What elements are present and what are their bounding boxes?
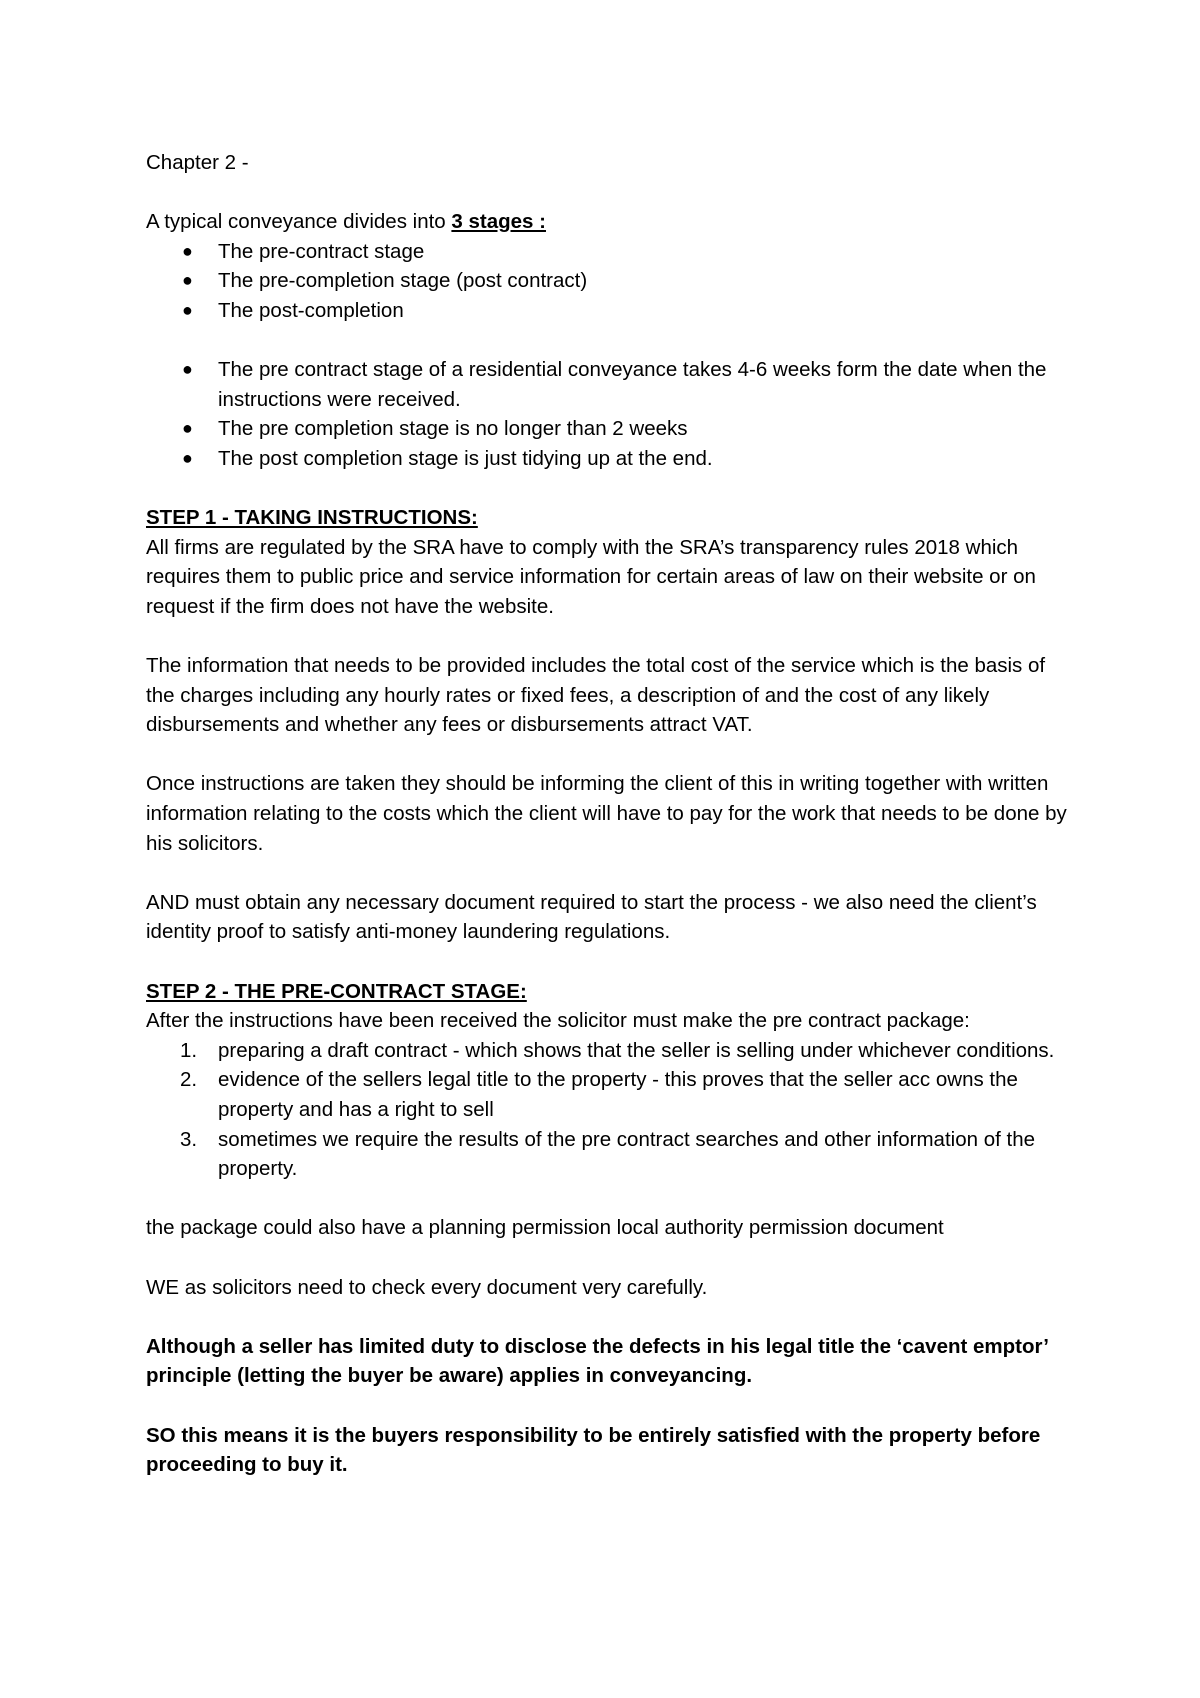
list-number: 3. — [180, 1127, 198, 1151]
list-item-text: evidence of the sellers legal title to the property - this proves that the seller acc owns the property and has a right to sell — [218, 1068, 1018, 1121]
list-item-text: preparing a draft contract - which shows that the seller is selling under whichever conditions. — [218, 1038, 1055, 1062]
list-item-text: The pre-contract stage — [218, 239, 425, 263]
spacer — [146, 1302, 1076, 1332]
spacer — [146, 474, 1076, 504]
spacer — [146, 740, 1076, 770]
list-item — [146, 266, 1076, 296]
check-note: WE as solicitors need to check every document very carefully. — [146, 1275, 708, 1299]
bullet-icon: ● — [182, 359, 193, 380]
list-item — [146, 237, 1076, 267]
intro-line — [146, 207, 1076, 237]
after-list-paragraph: the package could also have a planning permission local authority permission document — [146, 1216, 944, 1240]
step1-paragraph: AND must obtain any necessary document required to start the process - we also need the client’s identity proof to satisfy anti-money laundering regulations. — [146, 890, 1037, 944]
stages-list — [146, 237, 1076, 326]
list-number: 2. — [180, 1068, 198, 1092]
spacer — [146, 178, 1076, 208]
step2-intro: After the instructions have been received the solicitor must make the pre contract package: — [146, 1009, 970, 1033]
list-item-text: sometimes we require the results of the pre contract searches and other information of the property. — [218, 1127, 1035, 1181]
spacer — [146, 1184, 1076, 1214]
list-item — [146, 1065, 1076, 1124]
list-item — [146, 296, 1076, 326]
spacer — [146, 858, 1076, 888]
spacer — [146, 947, 1076, 977]
spacer — [146, 1391, 1076, 1421]
list-item — [146, 1125, 1076, 1184]
list-item — [146, 355, 1076, 414]
spacer — [146, 326, 1076, 356]
list-item-text: The post-completion — [218, 298, 404, 322]
step1-heading: STEP 1 - TAKING INSTRUCTIONS: — [146, 506, 478, 530]
step1-paragraph: Once instructions are taken they should be informing the client of this in writing together with written information relating to the costs which the client will have to pay for the work that needs to be done by his solicitors. — [146, 772, 1067, 855]
bullet-icon: ● — [182, 240, 193, 261]
intro-text: A typical conveyance divides into — [146, 210, 452, 234]
bold-paragraph: Although a seller has limited duty to disclose the defects in his legal title the ‘cavent emptor’ principle (letting the buyer be aware) applies in conveyancing. — [146, 1334, 1048, 1388]
package-list — [146, 1036, 1076, 1184]
list-item-text: The pre-completion stage (post contract) — [218, 269, 588, 293]
list-item — [146, 444, 1076, 474]
list-number: 1. — [180, 1038, 198, 1062]
bullet-icon: ● — [182, 447, 193, 468]
intro-emphasis: 3 stages : — [451, 210, 546, 234]
bullet-icon: ● — [182, 270, 193, 291]
spacer — [146, 622, 1076, 652]
list-item — [146, 414, 1076, 444]
spacer — [146, 1243, 1076, 1273]
list-item-text: The pre completion stage is no longer than 2 weeks — [218, 417, 688, 441]
step1-paragraph: The information that needs to be provided includes the total cost of the service which is the basis of the charges including any hourly rates or fixed fees, a description of and the cost of any likely disbursements and whether any fees or disbursements attract VAT. — [146, 654, 1046, 737]
list-item — [146, 1036, 1076, 1066]
document-content — [146, 148, 1076, 1480]
list-item-text: The post completion stage is just tidying up at the end. — [218, 446, 713, 470]
list-item-text: The pre contract stage of a residential conveyance takes 4-6 weeks form the date when the instructions were received. — [218, 358, 1047, 411]
step1-paragraph: All firms are regulated by the SRA have to comply with the SRA’s transparency rules 2018 which requires them to public price and service information for certain areas of law on their website or on request if the firm does not have the website. — [146, 535, 1036, 618]
bullet-icon: ● — [182, 418, 193, 439]
chapter-heading: Chapter 2 - — [146, 151, 249, 174]
bold-paragraph: SO this means it is the buyers responsibility to be entirely satisfied with the property before proceeding to buy it. — [146, 1423, 1041, 1477]
durations-list — [146, 355, 1076, 473]
bullet-icon: ● — [182, 299, 193, 320]
step2-heading: STEP 2 - THE PRE-CONTRACT STAGE: — [146, 979, 527, 1003]
